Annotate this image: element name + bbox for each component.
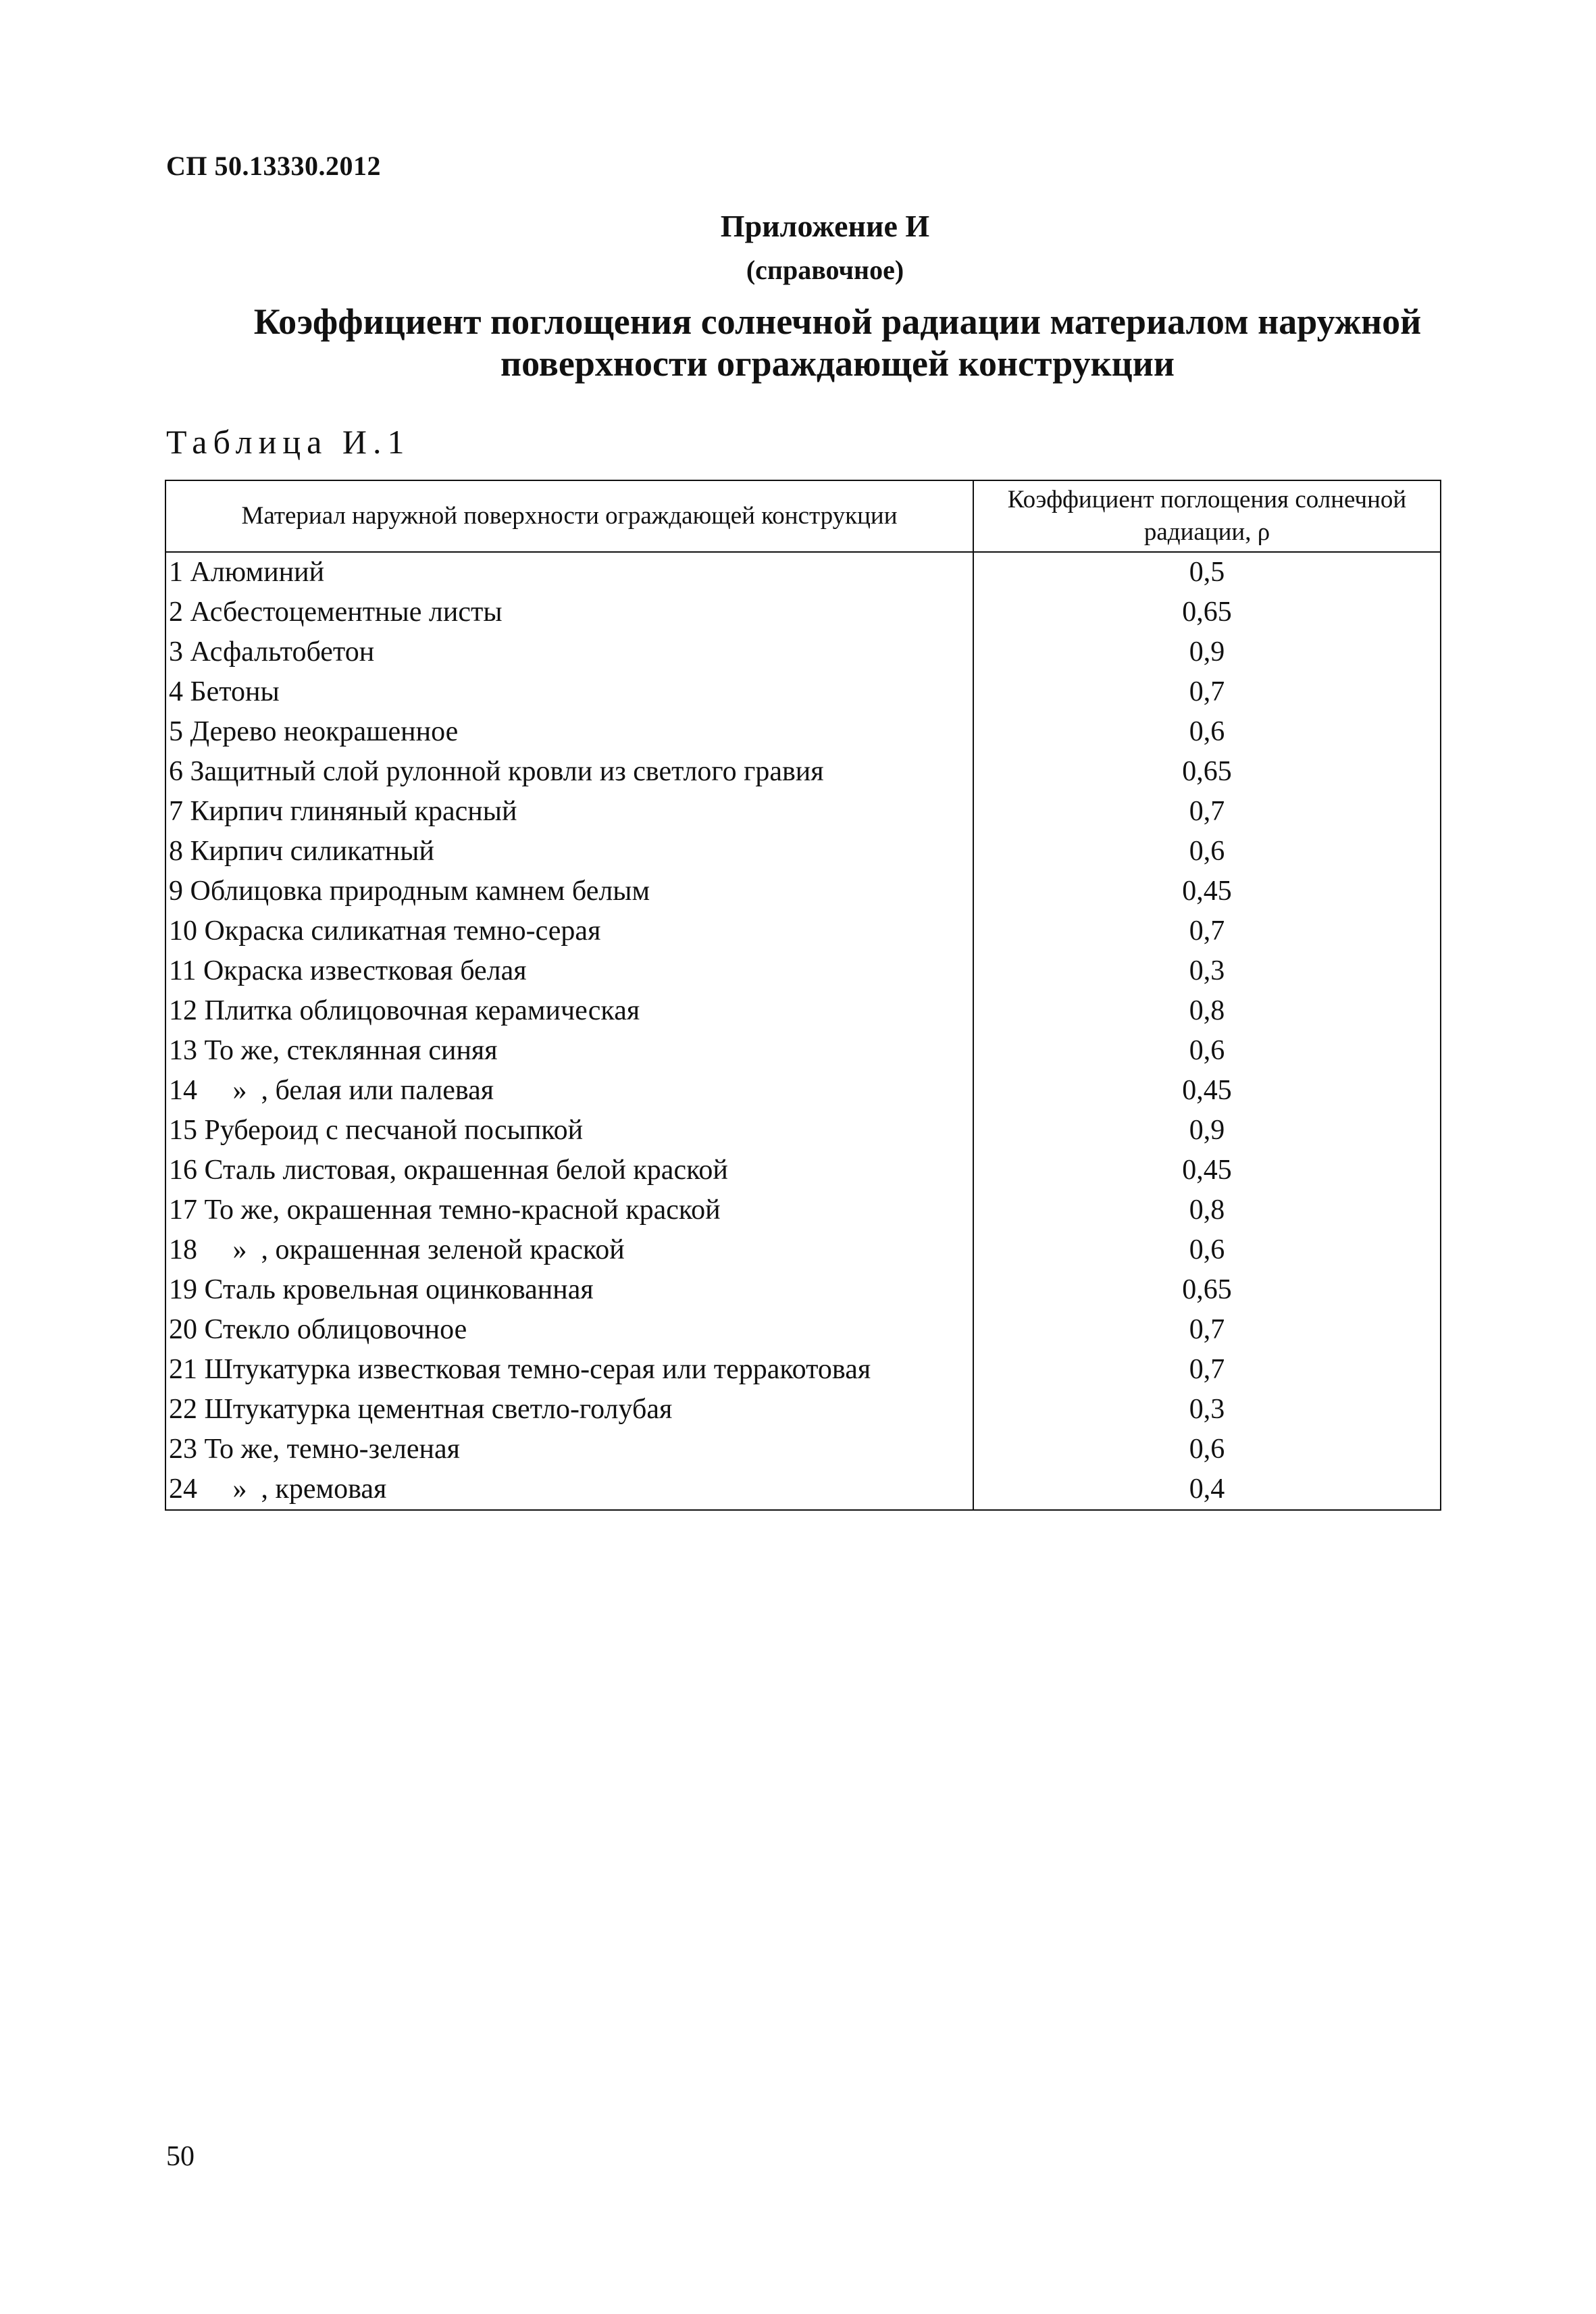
table-row: [165, 1469, 1441, 1510]
material-cell: 11 Окраска известковая белая: [165, 951, 973, 991]
coefficient-cell: 0,45: [973, 872, 1441, 911]
coefficient-cell: 0,9: [973, 1111, 1441, 1151]
absorption-table: [165, 480, 1441, 1511]
table-row: [165, 911, 1441, 951]
coefficient-cell: 0,6: [973, 1230, 1441, 1270]
page-title-line-1: Коэффициент поглощения солнечной радиации материалом наружной: [253, 301, 1422, 342]
material-cell: 6 Защитный слой рулонной кровли из светлого гравия: [165, 752, 973, 792]
appendix-subtitle: (справочное): [746, 255, 904, 285]
coefficient-cell: 0,65: [973, 752, 1441, 792]
table-row: [165, 672, 1441, 712]
material-cell: 16 Сталь листовая, окрашенная белой краской: [165, 1151, 973, 1190]
material-cell: 14 » , белая или палевая: [165, 1071, 973, 1111]
coefficient-cell: 0,3: [973, 1390, 1441, 1430]
coefficient-cell: 0,8: [973, 1190, 1441, 1230]
material-cell: 17 То же, окрашенная темно-красной краской: [165, 1190, 973, 1230]
coefficient-cell: 0,4: [973, 1469, 1441, 1510]
header-coefficient-line-2: радиации, ρ: [1143, 518, 1270, 546]
material-cell: 23 То же, темно-зеленая: [165, 1430, 973, 1469]
table-body: [165, 552, 1441, 1510]
page-title: [135, 301, 1486, 384]
table-row: [165, 1151, 1441, 1190]
header-coefficient-line-1: Коэффициент поглощения солнечной: [1007, 486, 1407, 513]
page-title-line-2: поверхности ограждающей конструкции: [500, 343, 1175, 384]
page-number: 50: [166, 2141, 195, 2172]
coefficient-cell: 0,65: [973, 1270, 1441, 1310]
coefficient-cell: 0,7: [973, 672, 1441, 712]
material-cell: 24 » , кремовая: [165, 1469, 973, 1510]
coefficient-cell: 0,9: [973, 632, 1441, 672]
table-header-row: [165, 480, 1441, 552]
coefficient-cell: 0,6: [973, 1430, 1441, 1469]
material-cell: 4 Бетоны: [165, 672, 973, 712]
table-row: [165, 832, 1441, 872]
coefficient-cell: 0,3: [973, 951, 1441, 991]
table-row: [165, 1310, 1441, 1350]
coefficient-cell: 0,45: [973, 1151, 1441, 1190]
material-cell: 13 То же, стеклянная синяя: [165, 1031, 973, 1071]
material-cell: 21 Штукатурка известковая темно-серая или терракотовая: [165, 1350, 973, 1390]
table-row: [165, 1270, 1441, 1310]
table-row: [165, 1350, 1441, 1390]
table-row: [165, 991, 1441, 1031]
coefficient-cell: 0,7: [973, 911, 1441, 951]
table-row: [165, 792, 1441, 832]
table-row: [165, 1111, 1441, 1151]
table-row: [165, 1430, 1441, 1469]
header-material: Материал наружной поверхности ограждающей конструкции: [165, 480, 973, 552]
material-cell: 3 Асфальтобетон: [165, 632, 973, 672]
material-cell: 7 Кирпич глиняный красный: [165, 792, 973, 832]
table-row: [165, 712, 1441, 752]
material-cell: 20 Стекло облицовочное: [165, 1310, 973, 1350]
material-cell: 15 Рубероид с песчаной посыпкой: [165, 1111, 973, 1151]
table-row: [165, 872, 1441, 911]
coefficient-cell: 0,45: [973, 1071, 1441, 1111]
table-row: [165, 1190, 1441, 1230]
table-row: [165, 593, 1441, 632]
table-row: [165, 1390, 1441, 1430]
material-cell: 5 Дерево неокрашенное: [165, 712, 973, 752]
table-row: [165, 951, 1441, 991]
material-cell: 22 Штукатурка цементная светло-голубая: [165, 1390, 973, 1430]
table-row: [165, 1071, 1441, 1111]
coefficient-cell: 0,7: [973, 1350, 1441, 1390]
coefficient-cell: 0,5: [973, 552, 1441, 593]
coefficient-cell: 0,65: [973, 593, 1441, 632]
coefficient-cell: 0,6: [973, 712, 1441, 752]
material-cell: 19 Сталь кровельная оцинкованная: [165, 1270, 973, 1310]
table-row: [165, 632, 1441, 672]
appendix-title: Приложение И: [720, 209, 930, 243]
material-cell: 1 Алюминий: [165, 552, 973, 593]
coefficient-cell: 0,6: [973, 1031, 1441, 1071]
table-row: [165, 1230, 1441, 1270]
material-cell: 8 Кирпич силикатный: [165, 832, 973, 872]
material-cell: 2 Асбестоцементные листы: [165, 593, 973, 632]
material-cell: 12 Плитка облицовочная керамическая: [165, 991, 973, 1031]
coefficient-cell: 0,6: [973, 832, 1441, 872]
coefficient-cell: 0,7: [973, 792, 1441, 832]
header-coefficient: [973, 480, 1441, 552]
material-cell: 10 Окраска силикатная темно-серая: [165, 911, 973, 951]
document-code: СП 50.13330.2012: [166, 151, 381, 181]
table-row: [165, 752, 1441, 792]
table-caption: Таблица И.1: [166, 423, 411, 461]
material-cell: 9 Облицовка природным камнем белым: [165, 872, 973, 911]
coefficient-cell: 0,8: [973, 991, 1441, 1031]
table-row: [165, 1031, 1441, 1071]
table-row: [165, 552, 1441, 593]
material-cell: 18 » , окрашенная зеленой краской: [165, 1230, 973, 1270]
coefficient-cell: 0,7: [973, 1310, 1441, 1350]
